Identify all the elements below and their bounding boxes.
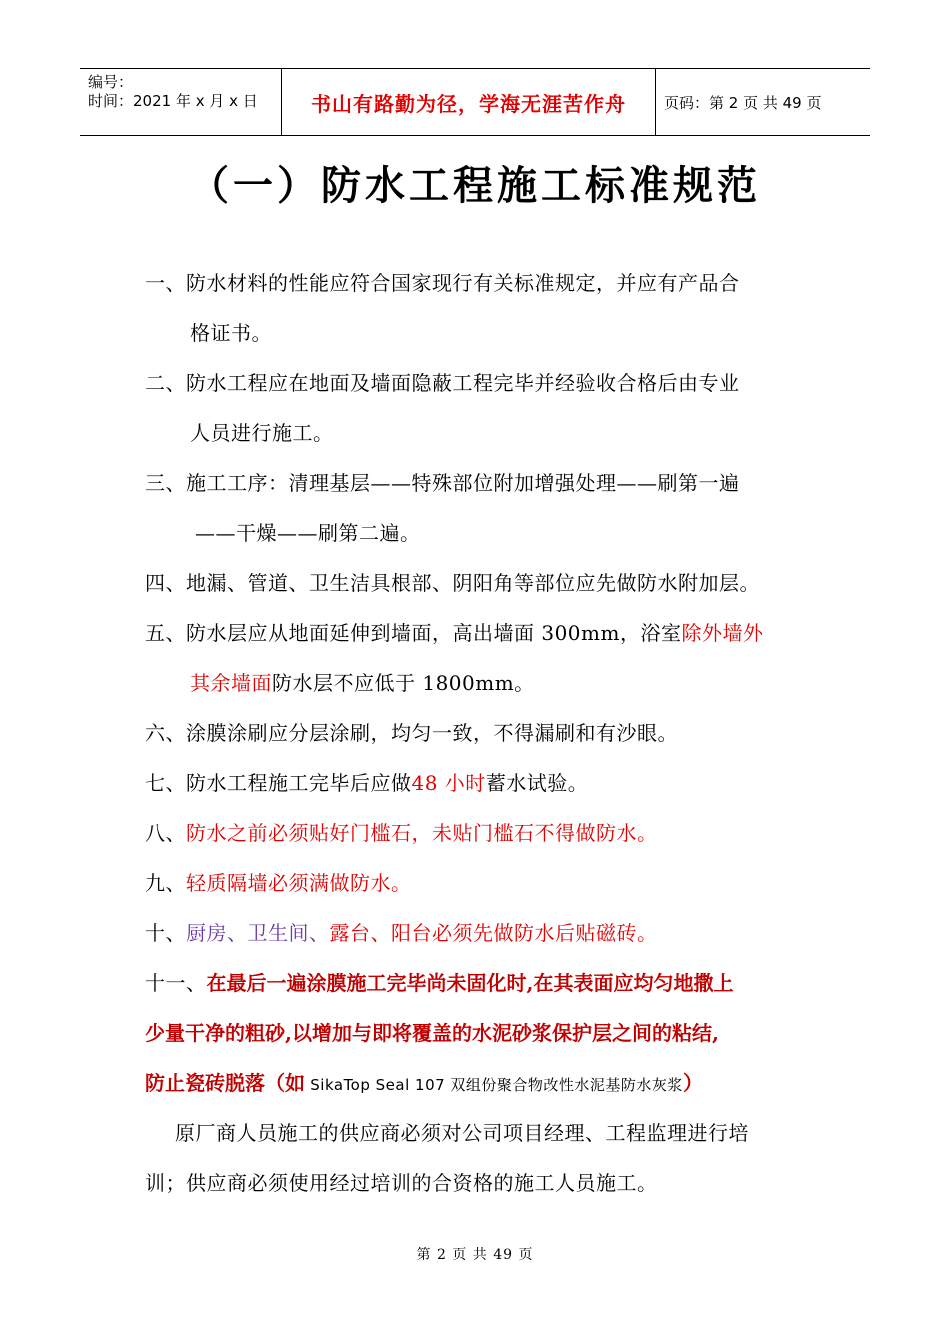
item-11-text-2: 少量干净的粗砂,以增加与即将覆盖的水泥砂浆保护层之间的粘结,	[145, 1021, 719, 1045]
item-1-line-1: 一、防水材料的性能应符合国家现行有关标准规定，并应有产品合	[145, 271, 740, 295]
item-3-line-2: ——干燥——刷第二遍。	[195, 521, 421, 545]
item-8	[145, 808, 815, 858]
item-11-note: SikaTop Seal 107 双组份聚合物改性水泥基防水灰浆	[305, 1076, 683, 1094]
item-2-line-1: 二、防水工程应在地面及墙面隐蔽工程完毕并经验收合格后由专业	[145, 371, 740, 395]
closing-paragraph-line-1: 原厂商人员施工的供应商必须对公司项目经理、工程监理进行培	[175, 1121, 749, 1145]
item-5-text-a: 五、防水层应从地面延伸到墙面，高出墙面 300mm，浴室	[145, 621, 682, 645]
item-8-prefix: 八、	[145, 821, 186, 845]
document-body	[145, 258, 815, 1208]
item-7-text-c: 蓄水试验。	[485, 771, 589, 795]
header-page-info: 页码：第 2 页 共 49 页	[664, 93, 822, 112]
item-4: 四、地漏、管道、卫生洁具根部、阴阳角等部位应先做防水附加层。	[145, 571, 760, 595]
item-9	[145, 858, 815, 908]
item-10-purple-text: 厨房、卫生间、	[186, 921, 330, 945]
document-title: （一）防水工程施工标准规范	[189, 162, 761, 209]
item-11-prefix: 十一、	[145, 971, 207, 995]
header-number-label: 编号：	[88, 73, 134, 91]
item-5-line-2	[145, 658, 815, 708]
item-2-line-2: 人员进行施工。	[190, 421, 334, 445]
item-7	[145, 758, 815, 808]
header-meta	[80, 69, 282, 135]
item-10-prefix: 十、	[145, 921, 186, 945]
item-9-highlight: 轻质隔墙必须满做防水。	[186, 871, 412, 895]
item-5-highlight-a: 除外墙外	[681, 621, 764, 645]
item-7-text-a: 七、防水工程施工完毕后应做	[145, 771, 412, 795]
item-7-highlight: 48 小时	[411, 771, 486, 795]
page-header	[80, 68, 870, 136]
item-5-highlight-b: 其余墙面	[190, 671, 272, 695]
item-8-highlight: 防水之前必须贴好门槛石，未贴门槛石不得做防水。	[186, 821, 658, 845]
item-5-text-d: 防水层不应低于 1800mm。	[272, 671, 535, 695]
item-9-prefix: 九、	[145, 871, 186, 895]
item-10	[145, 908, 815, 958]
item-5-line-1	[145, 608, 815, 658]
header-motto: 书山有路勤为径，学海无涯苦作舟	[282, 69, 656, 135]
item-11-text-3: 防止瓷砖脱落（如	[145, 1071, 305, 1095]
page-footer: 第 2 页 共 49 页	[416, 1247, 534, 1263]
item-11-line-1	[145, 958, 815, 1008]
header-time-label: 时间：2021 年 x 月 x 日	[88, 92, 258, 110]
item-11-text-1: 在最后一遍涂膜施工完毕尚未固化时,在其表面应均匀地撒上	[206, 971, 734, 995]
item-11-line-2	[145, 1008, 815, 1058]
item-6: 六、涂膜涂刷应分层涂刷，均匀一致，不得漏刷和有沙眼。	[145, 721, 678, 745]
item-3-line-1: 三、施工工序：清理基层——特殊部位附加增强处理——刷第一遍	[145, 471, 740, 495]
item-11-line-3	[145, 1058, 815, 1108]
item-10-red-text: 露台、阳台必须先做防水后贴磁砖。	[329, 921, 658, 945]
item-1-line-2: 格证书。	[190, 321, 272, 345]
closing-paragraph-line-2: 训；供应商必须使用经过培训的合资格的施工人员施工。	[145, 1171, 658, 1195]
item-11-close: ）	[682, 1071, 703, 1095]
